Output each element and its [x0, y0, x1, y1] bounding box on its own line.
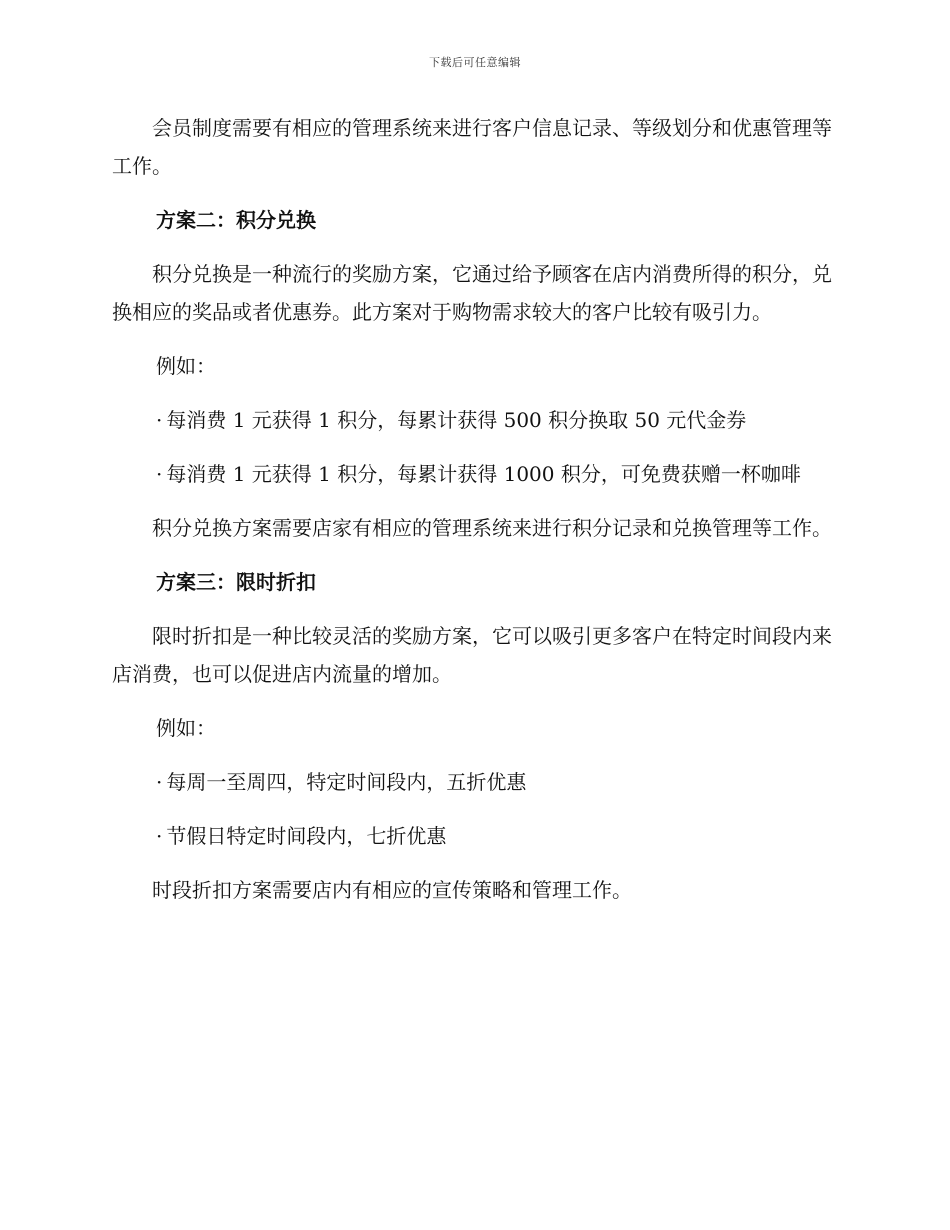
paragraph-points-management: 积分兑换方案需要店家有相应的管理系统来进行积分记录和兑换管理等工作。	[152, 516, 832, 540]
example-label: 例如：	[156, 354, 216, 378]
bullet-item	[112, 817, 832, 855]
bullet-item	[112, 763, 832, 801]
bullet-text: 每消费 1 元获得 1 积分，每累计获得 1000 积分，可免费获赠一杯咖啡	[166, 462, 801, 486]
paragraph-membership-system: 会员制度需要有相应的管理系统来进行客户信息记录、等级划分和优惠管理等工作。	[112, 116, 832, 178]
document-body	[112, 109, 832, 925]
paragraph-discount-management: 时段折扣方案需要店内有相应的宣传策略和管理工作。	[152, 878, 632, 902]
bullet-dot: ·	[156, 408, 163, 432]
bullet-item	[112, 401, 832, 439]
paragraph-points-intro: 积分兑换是一种流行的奖励方案，它通过给予顾客在店内消费所得的积分，兑换相应的奖品或者优惠券。此方案对于购物需求较大的客户比较有吸引力。	[112, 262, 832, 324]
heading-plan-three: 方案三：限时折扣	[156, 570, 316, 594]
bullet-dot: ·	[156, 770, 163, 794]
bullet-text: 节假日特定时间段内，七折优惠	[166, 824, 447, 848]
heading-plan-two: 方案二：积分兑换	[156, 208, 316, 232]
paragraph-discount-intro: 限时折扣是一种比较灵活的奖励方案，它可以吸引更多客户在特定时间段内来店消费，也可以促进店内流量的增加。	[112, 624, 832, 686]
bullet-text: 每消费 1 元获得 1 积分，每累计获得 500 积分换取 50 元代金券	[166, 408, 747, 432]
bullet-text: 每周一至周四，特定时间段内，五折优惠	[166, 770, 527, 794]
page-header: 下载后可任意编辑	[429, 56, 521, 69]
bullet-item	[112, 455, 832, 493]
bullet-dot: ·	[156, 824, 163, 848]
example-label: 例如：	[156, 716, 216, 740]
bullet-dot: ·	[156, 462, 163, 486]
